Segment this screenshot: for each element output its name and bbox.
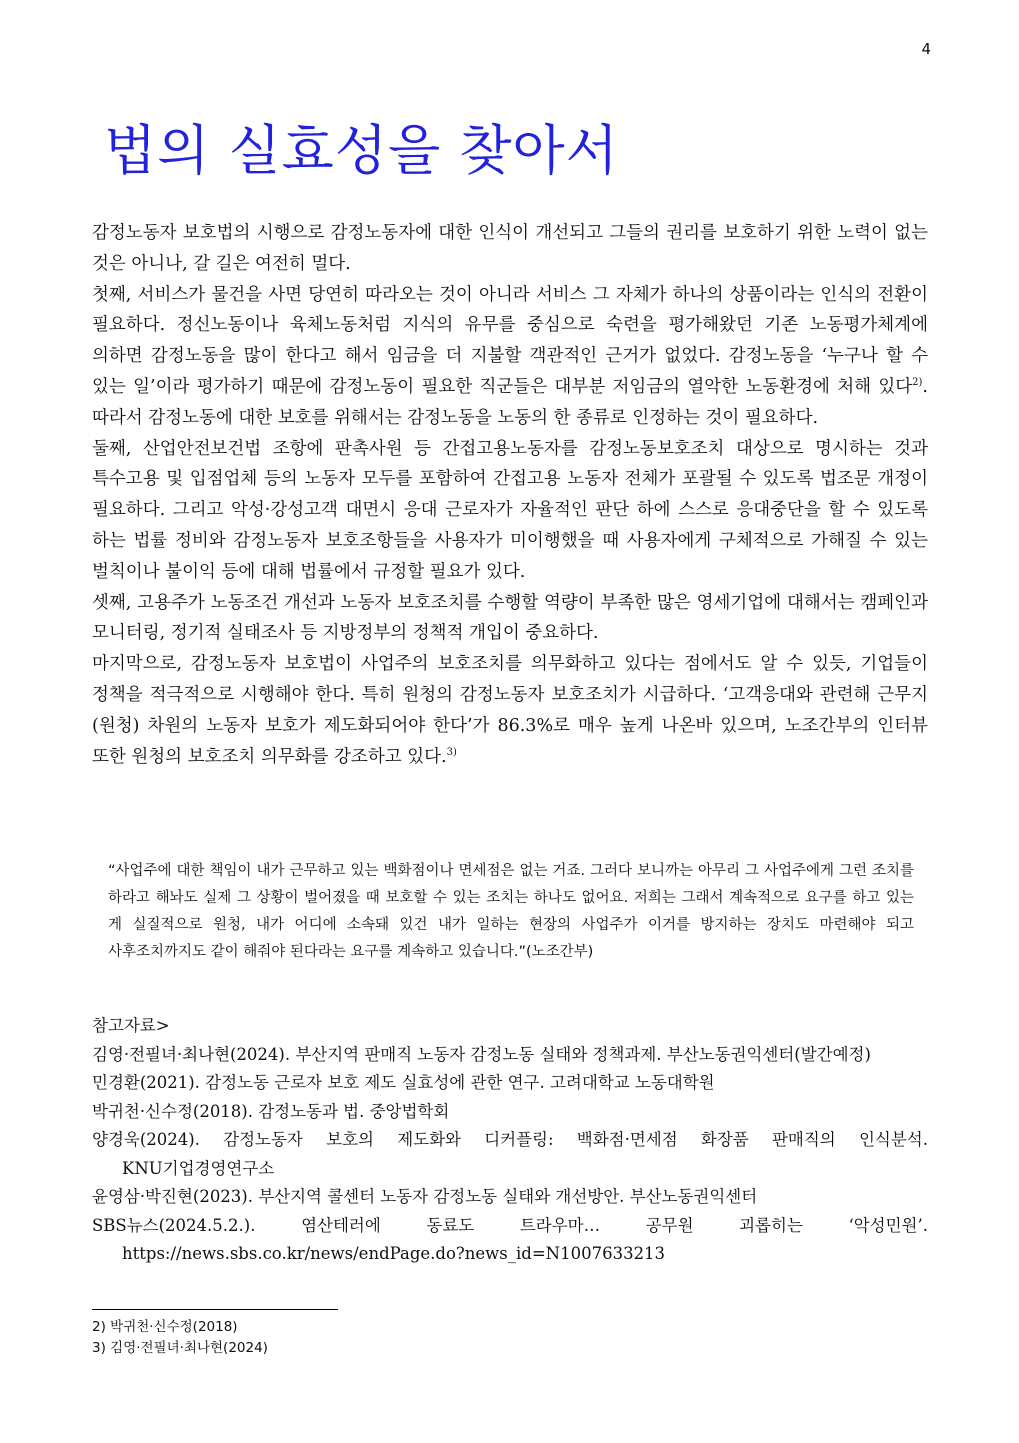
paragraph-first <box>92 280 928 434</box>
footnote-3: 3) 김영·전필녀·최나현(2024) <box>92 1340 268 1356</box>
page-title: 법의 실효성을 찾아서 <box>104 119 619 182</box>
paragraph-third: 셋째, 고용주가 노동조건 개선과 노동자 보호조치를 수행할 역량이 부족한 많은 영세기업에 대해서는 캠페인과 모니터링, 정기적 실태조사 등 지방정부의 정책적 개입이 중요하다. <box>92 592 928 644</box>
reference-item: SBS뉴스(2024.5.2.). 염산테러에 동료도 트라우마… 공무원 괴롭히는 ‘악성민원’. <box>92 1215 928 1235</box>
reference-url-link[interactable]: https://news.sbs.co.kr/news/endPage.do?news_id=N1007633213 <box>122 1244 666 1263</box>
footnote-2: 2) 박귀천·신수정(2018) <box>92 1319 238 1335</box>
paragraph-intro: 감정노동자 보호법의 시행으로 감정노동자에 대한 인식이 개선되고 그들의 권리를 보호하기 위한 노력이 없는 것은 아니나, 갈 길은 여전히 멀다. <box>92 223 928 274</box>
paragraph-first-text-cont: . 따라서 감정노동에 대한 보호를 위해서는 감정노동을 노동의 한 종류로 인정하는 것이 필요하다. <box>92 376 928 428</box>
references-heading: 참고자료> <box>92 1016 170 1035</box>
reference-item: 박귀천·신수정(2018). 감정노동과 법. 중앙법학회 <box>92 1101 450 1121</box>
footnote-divider <box>92 1309 338 1310</box>
paragraph-last <box>92 649 928 772</box>
page-number: 4 <box>921 40 931 58</box>
footnote-ref-3[interactable]: 3) <box>446 746 457 758</box>
interview-quote: “사업주에 대한 책임이 내가 근무하고 있는 백화점이나 면세점은 없는 거죠. 그러다 보니까는 아무리 그 사업주에게 그런 조치를 하라고 해놔도 실제 그 상황이 벌어졌을 때 보호할 수 있는 조치는 하나도 없어요. 저희는 그래서 계속적으로 요구를 하고 있는 게 실질적으로 원청, 내가 어디에 소속돼 있건 내가 일하는 현장의 사업주가 이거를 방지하는 장치도 마련해야 되고 사후조치까지도 같이 해줘야 된다라는 요구를 계속하고 있습니다.”(노조간부) <box>108 863 914 960</box>
reference-item: 민경환(2021). 감정노동 근로자 보호 제도 실효성에 관한 연구. 고려대학교 노동대학원 <box>92 1073 715 1092</box>
paragraph-first-text: 첫째, 서비스가 물건을 사면 당연히 따라오는 것이 아니라 서비스 그 자체가 하나의 상품이라는 인식의 전환이 필요하다. 정신노동이나 육체노동처럼 지식의 유무를 중심으로 숙련을 평가해왔던 기존 노동평가체계에 의하면 감정노동을 많이 한다고 해서 임금을 더 지불할 객관적인 근거가 없었다. 감정노동을 ‘누구나 할 수 있는 일’이라 평가하기 때문에 감정노동이 필요한 직군들은 대부분 저임금의 열악한 노동환경에 처해 있다 <box>92 284 928 397</box>
reference-item: 양경욱(2024). 감정노동자 보호의 제도화와 디커플링: 백화점·면세점 화장품 판매직의 인식분석. KNU기업경영연구소 <box>92 1130 928 1178</box>
paragraph-second: 둘째, 산업안전보건법 조항에 판촉사원 등 간접고용노동자를 감정노동보호조치 대상으로 명시하는 것과 특수고용 및 입점업체 등의 노동자 모두를 포함하여 간접고용 노동자 전체가 포괄될 수 있도록 법조문 개정이 필요하다. 그리고 악성·강성고객 대면시 응대 근로자가 자율적인 판단 하에 스스로 응대중단을 할 수 있도록 하는 법률 정비와 감정노동자 보호조항들을 사용자가 미이행했을 때 사용자에게 구체적으로 가해질 수 있는 벌칙이나 불이익 등에 대해 법률에서 규정할 필요가 있다. <box>92 438 928 582</box>
reference-item: 윤영삼·박진현(2023). 부산지역 콜센터 노동자 감정노동 실태와 개선방안. 부산노동권익센터 <box>92 1187 758 1206</box>
paragraph-last-text: 마지막으로, 감정노동자 보호법이 사업주의 보호조치를 의무화하고 있다는 점에서도 알 수 있듯, 기업들이 정책을 적극적으로 시행해야 한다. 특히 원청의 감정노동자 보호조치가 시급하다. ‘고객응대와 관련해 근무지(원청) 차원의 노동자 보호가 제도화되어야 한다’가 86.3%로 매우 높게 나온바 있으며, 노조간부의 인터뷰 또한 원청의 보호조치 의무화를 강조하고 있다. <box>92 654 928 767</box>
reference-item: 김영·전필녀·최나현(2024). 부산지역 판매직 노동자 감정노동 실태와 정책과제. 부산노동권익센터(발간예정) <box>92 1044 871 1064</box>
references <box>92 1012 928 1269</box>
body-text <box>92 218 928 772</box>
footnotes <box>92 1317 268 1359</box>
footnote-ref-2[interactable]: 2) <box>912 377 923 389</box>
